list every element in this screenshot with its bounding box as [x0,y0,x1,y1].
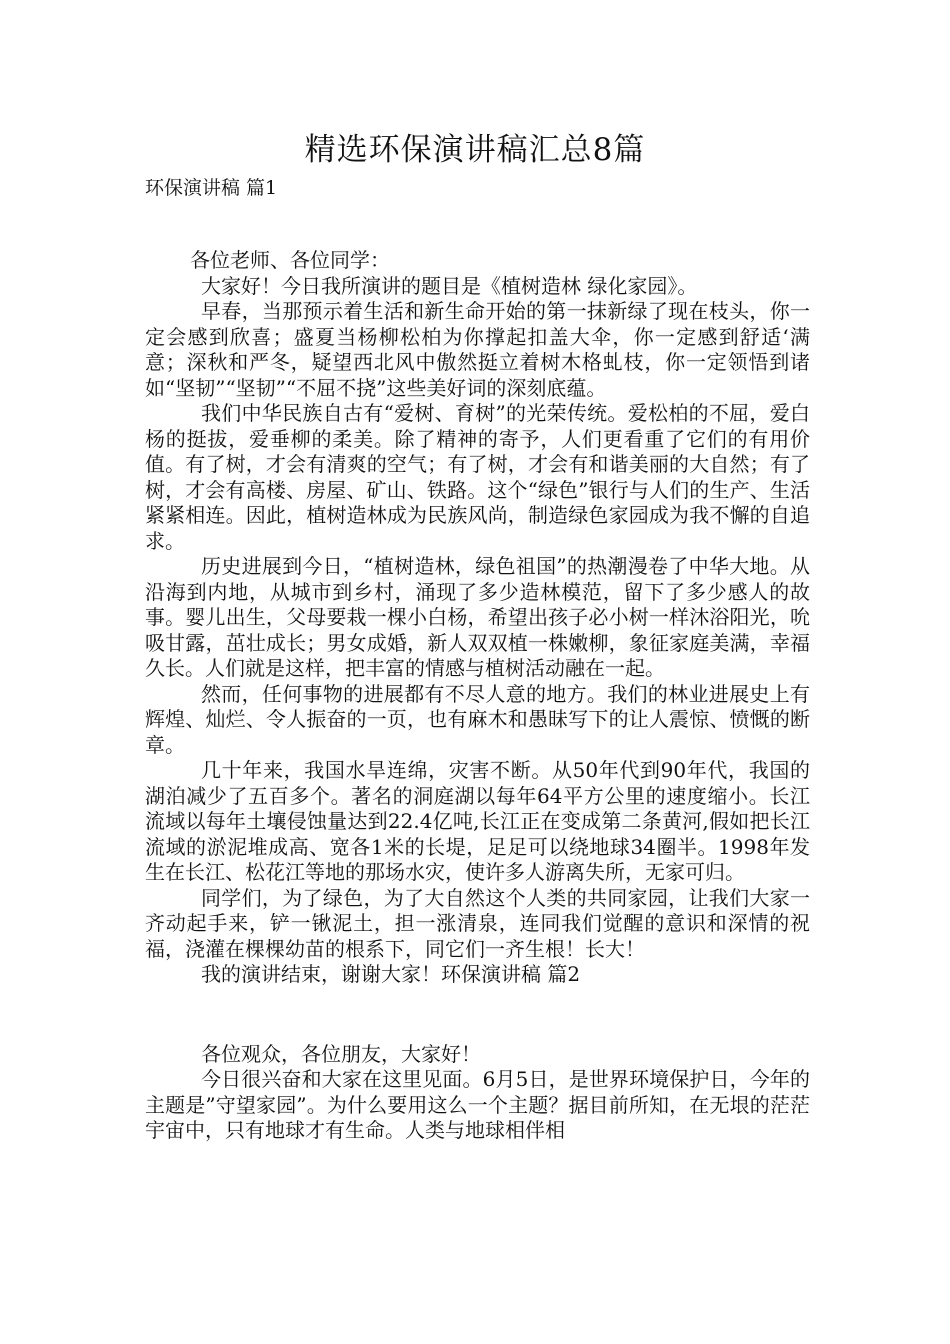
document-body [145,248,810,1144]
body-paragraph: 然而，任何事物的进展都有不尽人意的地方。我们的林业进展史上有辉煌、灿烂、令人振奋的一页，也有麻木和愚昧写下的让人震惊、愤慨的断章。 [145,681,810,757]
body-paragraph: 历史进展到今日，“植树造林，绿色祖国”的热潮漫卷了中华大地。从沿海到内地，从城市到乡村，涌现了多少造林模范，留下了多少感人的故事。婴儿出生，父母要栽一棵小白杨，希望出孩子必小树一样沐浴阳光，吮吸甘露，茁壮成长；男女成婚，新人双双植一株嫩柳，象征家庭美满，幸福久长。人们就是这样，把丰富的情感与植树活动融在一起。 [145,554,810,680]
body-paragraph: 今日很兴奋和大家在这里见面。6月5日，是世界环境保护日，今年的主题是”守望家园”。为什么要用这么一个主题？据目前所知，在无垠的茫茫宇宙中，只有地球才有生命。人类与地球相伴相 [145,1067,810,1142]
body-paragraph: 几十年来，我国水旱连绵，灾害不断。从50年代到90年代，我国的湖泊减少了五百多个。著名的洞庭湖以每年64平方公里的速度缩小。长江流域以每年土壤侵蚀量达到22.4亿吨,长江正在变成第二条黄河,假如把长江流域的淤泥堆成高、宽各1米的长堤，足足可以绕地球34圈半。1998年发生在长江、松花江等地的那场水灾，使许多人游离失所，无家可归。 [145,758,810,884]
body-paragraph: 早春，当那预示着生活和新生命开始的第一抹新绿了现在枝头，你一定会感到欣喜；盛夏当杨柳松柏为你撑起扣盖大伞，你一定感到舒适‘满意；深秋和严冬，疑望西北风中傲然挺立着树木格虬枝，你一定领悟到诸如“坚韧”“坚韧”“不屈不挠”这些美好词的深刻底蕴。 [145,299,810,400]
body-paragraph: 大家好！今日我所演讲的题目是《植树造林 绿化家园》。 [201,273,698,298]
body-paragraph: 同学们，为了绿色，为了大自然这个人类的共同家园，让我们大家一齐动起手来，铲一锹泥土，担一涨清泉，连同我们觉醒的意识和深情的祝福，浇灌在棵棵幼苗的根系下，同它们一齐生根！长大！ [145,885,810,961]
greeting-paragraph: 各位老师、各位同学： [190,248,390,272]
document-title: 精选环保演讲稿汇总8篇 [304,132,646,168]
body-paragraph: 我们中华民族自古有“爱树、育树”的光荣传统。爱松柏的不屈，爱白杨的挺拔，爱垂柳的柔美。除了精神的寄予，人们更看重了它们的有用价值。有了树，才会有清爽的空气；有了树，才会有和谐美丽的大自然；有了树，才会有高楼、房屋、矿山、铁路。这个“绿色”银行与人们的生产、生活紧紧相连。因此，植树造林成为民族风尚，制造绿色家园成为我不懈的自追求。 [145,401,810,553]
section-heading: 环保演讲稿 篇1 [145,177,278,199]
closing-paragraph: 我的演讲结束，谢谢大家！环保演讲稿 篇2 [201,962,581,986]
greeting-paragraph: 各位观众，各位朋友，大家好！ [201,1041,481,1066]
